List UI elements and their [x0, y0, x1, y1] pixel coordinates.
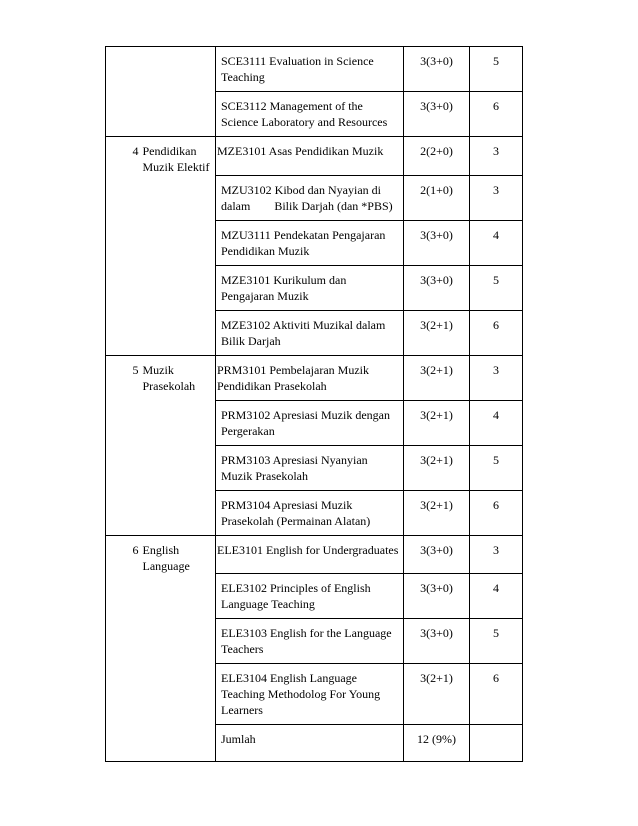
semester-cell: 4 — [470, 400, 523, 445]
credit-cell: 3(3+0) — [404, 535, 470, 574]
credit-cell: 2(2+0) — [404, 137, 470, 176]
total-row — [106, 725, 523, 762]
course-cell: ELE3104 English Language Teaching Methodolog For Young Learners — [216, 664, 404, 725]
credit-cell: 3(3+0) — [404, 47, 470, 92]
semester-cell: 6 — [470, 92, 523, 137]
semester-cell: 4 — [470, 220, 523, 265]
credit-cell: 3(3+0) — [404, 574, 470, 619]
table-row — [106, 664, 523, 725]
credit-cell: 3(2+1) — [404, 445, 470, 490]
credit-cell: 3(2+1) — [404, 310, 470, 355]
table-row — [106, 220, 523, 265]
credit-cell: 3(2+1) — [404, 490, 470, 535]
row-number — [106, 725, 141, 762]
subject-area — [141, 445, 216, 490]
course-cell: SCE3111 Evaluation in Science Teaching — [216, 47, 404, 92]
subject-area: English Language — [141, 535, 216, 574]
table-row — [106, 310, 523, 355]
row-number — [106, 445, 141, 490]
subject-area — [141, 175, 216, 220]
subject-area — [141, 490, 216, 535]
course-cell: ELE3103 English for the Language Teachers — [216, 619, 404, 664]
subject-area — [141, 400, 216, 445]
course-cell: MZU3111 Pendekatan Pengajaran Pendidikan Muzik — [216, 220, 404, 265]
row-number: 6 — [106, 535, 141, 574]
table-row — [106, 535, 523, 574]
total-semester — [470, 725, 523, 762]
row-number — [106, 92, 141, 137]
course-cell: MZU3102 Kibod dan Nyayian di dalam Bilik Darjah (dan *PBS) — [216, 175, 404, 220]
table-row — [106, 400, 523, 445]
table-row — [106, 47, 523, 92]
course-cell: MZE3102 Aktiviti Muzikal dalam Bilik Darjah — [216, 310, 404, 355]
course-cell: PRM3103 Apresiasi Nyanyian Muzik Prasekolah — [216, 445, 404, 490]
course-cell: PRM3102 Apresiasi Muzik dengan Pergerakan — [216, 400, 404, 445]
table-row — [106, 265, 523, 310]
subject-area — [141, 725, 216, 762]
row-number — [106, 490, 141, 535]
credit-cell: 2(1+0) — [404, 175, 470, 220]
credit-cell: 3(2+1) — [404, 664, 470, 725]
credit-cell: 3(2+1) — [404, 355, 470, 400]
table-row — [106, 574, 523, 619]
course-cell: SCE3112 Management of the Science Laboratory and Resources — [216, 92, 404, 137]
semester-cell: 4 — [470, 574, 523, 619]
credit-cell: 3(3+0) — [404, 220, 470, 265]
subject-area — [141, 220, 216, 265]
semester-cell: 6 — [470, 310, 523, 355]
course-cell: ELE3102 Principles of English Language Teaching — [216, 574, 404, 619]
credit-cell: 3(3+0) — [404, 92, 470, 137]
table-row — [106, 490, 523, 535]
course-cell: ELE3101 English for Undergraduates — [216, 535, 404, 574]
row-number — [106, 664, 141, 725]
row-number — [106, 47, 141, 92]
semester-cell: 5 — [470, 445, 523, 490]
subject-area — [141, 574, 216, 619]
subject-area — [141, 92, 216, 137]
row-number — [106, 175, 141, 220]
semester-cell: 5 — [470, 265, 523, 310]
subject-area: Pendidikan Muzik Elektif — [141, 137, 216, 176]
semester-cell: 3 — [470, 175, 523, 220]
subject-area — [141, 310, 216, 355]
course-cell: MZE3101 Asas Pendidikan Muzik — [216, 137, 404, 176]
subject-area — [141, 47, 216, 92]
semester-cell: 3 — [470, 535, 523, 574]
credit-cell: 3(3+0) — [404, 265, 470, 310]
course-cell: PRM3101 Pembelajaran Muzik Pendidikan Prasekolah — [216, 355, 404, 400]
subject-area — [141, 265, 216, 310]
table-row — [106, 175, 523, 220]
row-number — [106, 574, 141, 619]
semester-cell: 6 — [470, 490, 523, 535]
table-row — [106, 355, 523, 400]
course-cell: MZE3101 Kurikulum dan Pengajaran Muzik — [216, 265, 404, 310]
subject-area: Muzik Prasekolah — [141, 355, 216, 400]
row-number — [106, 265, 141, 310]
row-number: 4 — [106, 137, 141, 176]
row-number — [106, 400, 141, 445]
semester-cell: 3 — [470, 137, 523, 176]
subject-area — [141, 664, 216, 725]
row-number — [106, 220, 141, 265]
table-row — [106, 92, 523, 137]
semester-cell: 5 — [470, 47, 523, 92]
total-label: Jumlah — [216, 725, 404, 762]
row-number: 5 — [106, 355, 141, 400]
row-number — [106, 310, 141, 355]
semester-cell: 6 — [470, 664, 523, 725]
table-row — [106, 619, 523, 664]
table-row — [106, 137, 523, 176]
semester-cell: 3 — [470, 355, 523, 400]
credit-cell: 3(2+1) — [404, 400, 470, 445]
credit-cell: 3(3+0) — [404, 619, 470, 664]
row-number — [106, 619, 141, 664]
table-row — [106, 445, 523, 490]
total-credit: 12 (9%) — [404, 725, 470, 762]
course-cell: PRM3104 Apresiasi Muzik Prasekolah (Permainan Alatan) — [216, 490, 404, 535]
subject-area — [141, 619, 216, 664]
semester-cell: 5 — [470, 619, 523, 664]
course-table — [105, 46, 523, 762]
